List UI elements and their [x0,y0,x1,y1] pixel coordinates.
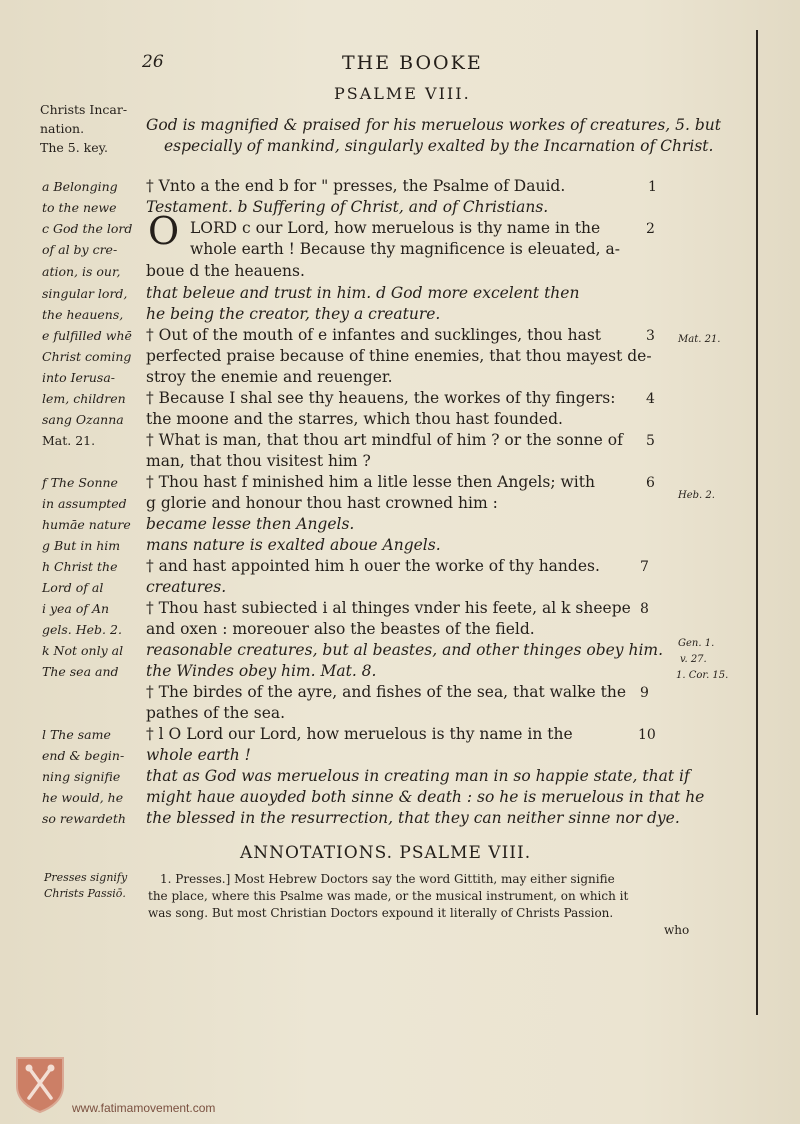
margin-note: in assumpted [42,496,127,511]
margin-note: ation, is our, [42,264,121,279]
running-head: THE BOOKE [342,52,483,74]
margin-note: of al by cre- [42,242,118,257]
verse-number: 6 [646,475,655,491]
margin-note: lem, children [42,391,126,406]
margin-note: a Belonging [42,179,118,194]
margin-note: he would, he [42,790,124,805]
catchword: who [664,923,690,937]
margin-note: into Ierusa- [42,370,116,385]
text-line: the Windes obey him. Mat. 8. [146,662,377,680]
page-number: 26 [142,52,164,72]
text-line: mans nature is exalted aboue Angels. [146,536,441,554]
margin-note: l The same [42,727,111,742]
text-line: whole earth ! [146,746,251,764]
text-line: boue d the heauens. [146,262,305,280]
margin-note-top: nation. [40,121,85,136]
text-line: † Out of the mouth of e infantes and sucklinges, thou hast [146,326,602,344]
verse-number: 2 [646,221,655,237]
verse-number: 1 [648,179,657,195]
text-line: † l O Lord our Lord, how meruelous is thy name in the [146,725,573,743]
text-line: creatures. [146,578,227,596]
text-line: whole earth ! Because thy magnificence is eleuated, a- [190,240,620,258]
text-line: pathes of the sea. [146,704,286,722]
margin-note: so rewardeth [42,811,126,826]
text-line: † What is man, that thou art mindful of him ? or the sonne of [146,431,623,449]
verse-number: 3 [646,328,655,344]
text-line: and oxen : moreouer also the beastes of the field. [146,620,535,638]
margin-note: to the newe [42,200,117,215]
text-line: reasonable creatures, but al beastes, and other thinges obey him. [146,641,664,659]
verse-number: 8 [640,601,649,617]
margin-note: humāe nature [42,517,131,532]
margin-note: end & begin- [42,748,125,763]
margin-note: g But in him [42,538,121,553]
text-line: that as God was meruelous in creating man in so happie state, that if [146,767,690,785]
right-column-rule [756,30,758,1015]
cross-reference: Heb. 2. [678,490,715,501]
cross-reference: Mat. 21. [678,334,721,345]
margin-note: c God the lord [42,221,133,236]
text-line: stroy the enemie and reuenger. [146,368,393,386]
verse-number: 5 [646,433,655,449]
margin-note: i yea of An [42,601,110,616]
margin-note: The sea and [42,664,119,679]
margin-note-top: The 5. key. [40,140,109,155]
annotation-margin-note: Presses signify [44,871,128,884]
margin-note: e fulfilled whē [42,328,132,343]
watermark-logo [13,1054,67,1114]
margin-note: f The Sonne [42,475,118,490]
margin-note: the heauens, [42,307,124,322]
text-line: that beleue and trust in him. d God more excelent then [146,284,580,302]
margin-note: Lord of al [42,580,104,595]
text-line: man, that thou visitest him ? [146,452,371,470]
text-line: the blessed in the resurrection, that they can neither sinne nor dye. [146,809,680,827]
text-line: might haue auoyded both sinne & death : so he is meruelous in that he [146,788,705,806]
cross-reference: v. 27. [680,654,707,665]
margin-note: sang Ozanna [42,412,124,427]
argument-line: especially of mankind, singularly exalted by the Incarnation of Christ. [164,137,714,155]
annotation-line: the place, where this Psalme was made, or the musical instrument, on which it [148,889,629,903]
text-line: † Vnto a the end b for " presses, the Psalme of Dauid. [146,177,566,195]
text-line: † Because I shal see thy heauens, the workes of thy fingers: [146,389,616,407]
drop-cap: O [148,209,180,253]
text-line: Testament. b Suffering of Christ, and of Christians. [146,198,549,216]
watermark-url[interactable]: www.fatimamovement.com [72,1101,216,1115]
text-line: the moone and the starres, which thou hast founded. [146,410,563,428]
text-line: † Thou hast f minished him a litle lesse then Angels; with [146,473,595,491]
cross-reference: Gen. 1. [678,638,715,649]
verse-number: 10 [638,727,656,743]
margin-note-top: Christs Incar- [40,102,128,117]
annotation-line: 1. Presses.] Most Hebrew Doctors say the word Gittith, may either signifie [160,872,615,886]
margin-note: singular lord, [42,286,128,301]
argument-line: God is magnified & praised for his meruelous workes of creatures, 5. but [146,116,722,134]
text-line: perfected praise because of thine enemies, that thou mayest de- [146,347,652,365]
margin-note: Mat. 21. [42,433,96,448]
text-line: † Thou hast subiected i al thinges vnder his feete, al k sheepe [146,599,631,617]
verse-number: 9 [640,685,649,701]
margin-note: h Christ the [42,559,118,574]
text-line: he being the creator, they a creature. [146,305,441,323]
annotation-margin-note: Christs Passiō. [44,887,126,900]
annotation-line: was song. But most Christian Doctors expound it literally of Christs Passion. [148,906,614,920]
verse-number: 4 [646,391,655,407]
margin-note: Christ coming [42,349,132,364]
margin-note: ning signifie [42,769,121,784]
cross-reference: 1. Cor. 15. [676,670,729,681]
psalm-title: PSALME VIII. [334,84,471,103]
text-line: LORD c our Lord, how meruelous is thy name in the [190,219,601,237]
text-line: † The birdes of the ayre, and fishes of the sea, that walke the [146,683,626,701]
text-line: g glorie and honour thou hast crowned him : [146,494,498,512]
text-line: † and hast appointed him h ouer the worke of thy handes. [146,557,600,575]
text-line: became lesse then Angels. [146,515,355,533]
verse-number: 7 [640,559,649,575]
margin-note: gels. Heb. 2. [42,622,122,637]
margin-note: k Not only al [42,643,124,658]
annotations-title: ANNOTATIONS. PSALME VIII. [240,843,532,863]
